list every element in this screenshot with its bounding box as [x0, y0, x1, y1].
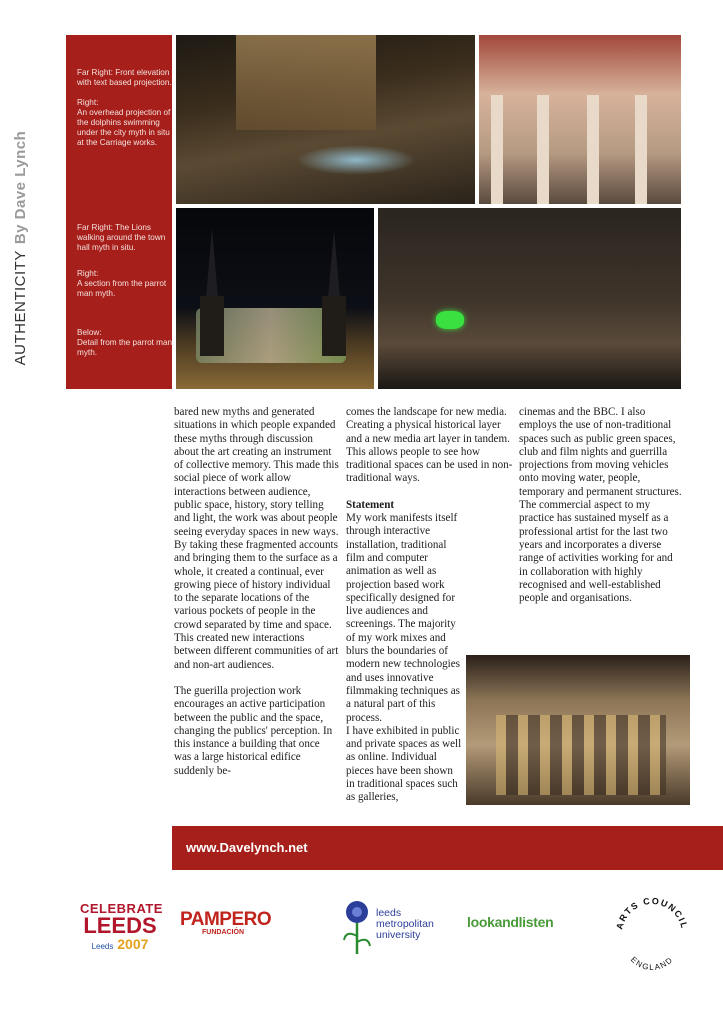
paragraph: bared new myths and generated situations in which people expanded these myths through discussion about the art creating an instrument of collective memory. This made this social piece of work allow interactions between audience, public space, history, story telling and light, the work was about people seeing everyday spaces in new ways. By taking these fragmented accounts and bringing them to the surface as a whole, it created a continual, ever growing piece of history individual to the separate locations of the various pockets of people in the crowd separated by time and space. This created new interactions between different communities of art and non-art audiences.: [174, 406, 339, 671]
paragraph: My work manifests itself through interactive installation, traditional film and computer animation as well as projection based work specifically designed for live audiences and screenings. The majority of my work mixes and blurs the boundaries of modern new technologies and uses innovative filmmaking techniques as a natural part of this process. I have exhibited in public and private spaces as well as online. Individual pieces have been shown in traditional spaces such as galleries,: [346, 512, 462, 804]
caption-dolphins: Right: An overhead projection of the dolphins swimming under the city myth in situ at the Carriage works.: [77, 98, 171, 147]
statement-heading: Statement: [346, 498, 395, 511]
logo-text: LEEDS: [83, 913, 157, 938]
logo-text: Leeds: [91, 942, 114, 951]
photo-dolphins-projection: [176, 35, 475, 204]
column: [635, 95, 647, 204]
logo-text: CELEBRATE: [80, 901, 163, 916]
text-column-1: [174, 406, 339, 778]
photo-parrot-section: [176, 208, 374, 389]
text-column-2: [346, 406, 513, 805]
website-link[interactable]: www.Davelynch.net: [186, 840, 308, 855]
column: [587, 95, 599, 204]
caption-parrot-detail: Below: Detail from the parrot man myth.: [77, 328, 173, 357]
logo-text: 2007: [117, 936, 149, 952]
logo-text: metropolitan: [376, 918, 434, 930]
byline: By Dave Lynch: [12, 130, 29, 245]
website-banner: [172, 826, 723, 870]
arts-council-emblem: [610, 890, 694, 974]
page-title: [12, 78, 36, 418]
pampero-logo: [180, 909, 300, 936]
logo-text: university: [376, 929, 421, 941]
caption-parrot-section: Right: A section from the parrot man myth.: [77, 269, 167, 298]
caption-lions: Far Right: The Lions walking around the town hall myth in situ.: [77, 223, 166, 252]
celebrate-leeds-logo: [80, 901, 163, 955]
logo-text: ENGLAND: [628, 954, 676, 973]
lookandlisten-logo: lookandlisten: [467, 914, 554, 930]
column: [491, 95, 503, 204]
logo-text: FUNDACIÓN: [202, 929, 244, 936]
leeds-met-logo: [340, 898, 450, 958]
svg-text:ARTS COUNCIL: [614, 896, 689, 931]
column: [537, 95, 549, 204]
arts-council-logo: [610, 890, 694, 974]
photo-front-elevation: [479, 35, 681, 204]
logo-text: leeds: [376, 907, 402, 919]
paragraph: The guerilla projection work encourages an active participation between the public and the space, changing the publics' perception. In this instance a building that once was a large historical edifice suddenly be-: [174, 684, 333, 777]
paragraph: comes the landscape for new media. Creating a physical historical layer and a new media art layer in tandem. This allows people to see how traditional spaces can be used in non-traditional ways.: [346, 406, 513, 485]
paragraph: cinemas and the BBC. I also employs the use of non-traditional spaces such as public green spaces, club and film nights and guerrilla projections from moving vehicles onto moving water, people, temporary and permanent structures. The commercial aspect to my practice has sustained myself as a professional artist for the last two years and incorporates a diverse range of activities working for and in collaboration with highly recognised and well-established people and organisations.: [519, 406, 682, 605]
logo-text: ARTS COUNCIL: [614, 895, 690, 931]
caption-panel: [66, 35, 172, 389]
logo-text: PAMPERO: [180, 909, 272, 930]
text-column-3: [519, 406, 684, 605]
svg-text:ENGLAND: [629, 955, 675, 972]
photo-lions-town-hall: [378, 208, 681, 389]
title-text: AUTHENTICITY: [12, 250, 29, 366]
caption-front-elevation: Far Right: Front elevation with text based projection.: [77, 68, 172, 87]
town-hall-silhouette: [176, 208, 374, 389]
rose-icon: [340, 898, 374, 956]
